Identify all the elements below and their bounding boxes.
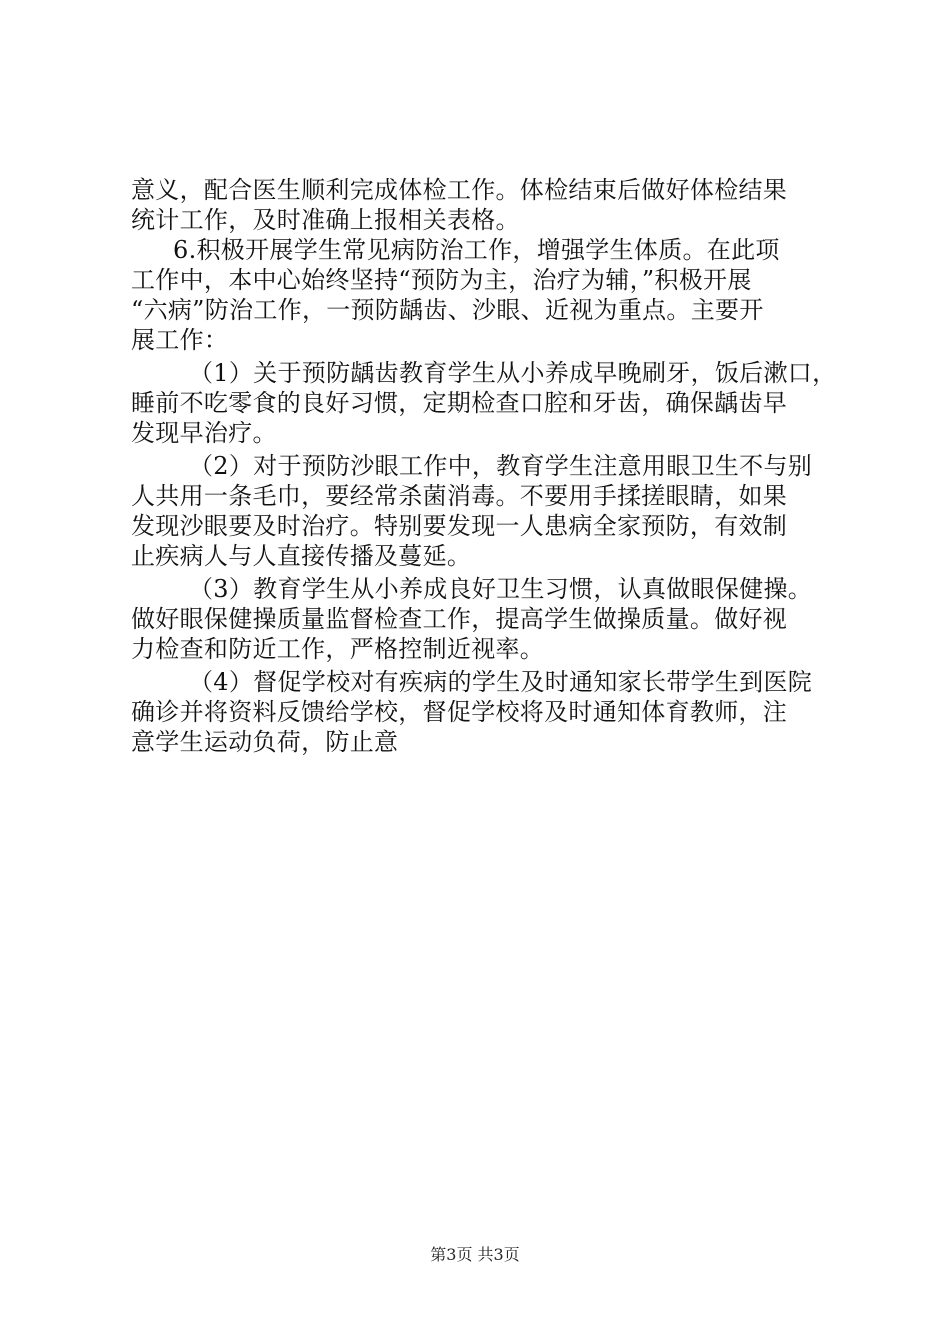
paragraph-line: 统计工作，及时准确上报相关表格。 [131, 206, 520, 234]
paragraph-line: 人共用一条毛巾，要经常杀菌消毒。不要用手揉搓眼睛，如果 [131, 482, 788, 510]
paragraph-line: 工作中，本中心始终坚持“预防为主，治疗为辅，”积极开展 [131, 266, 752, 294]
paragraph-line: 6.积极开展学生常见病防治工作，增强学生体质。在此项 [173, 236, 780, 264]
paragraph-line: 做好眼保健操质量监督检查工作，提高学生做操质量。做好视 [131, 605, 788, 633]
paragraph-line: 发现沙眼要及时治疗。特别要发现一人患病全家预防，有效制 [131, 512, 788, 540]
paragraph-line: 睡前不吃零食的良好习惯，定期检查口腔和牙齿，确保龋齿早 [131, 389, 788, 417]
paragraph-line: 展工作： [131, 326, 229, 354]
page-number-footer: 第3页 共3页 [430, 1245, 520, 1264]
paragraph-line: 力检查和防近工作，严格控制近视率。 [131, 635, 545, 663]
paragraph-line: 发现早治疗。 [131, 419, 277, 447]
paragraph-line: 止疾病人与人直接传播及蔓延。 [131, 542, 472, 570]
paragraph-line: “六病”防治工作，一预防龋齿、沙眼、近视为重点。主要开 [131, 296, 764, 324]
paragraph-line: 确诊并将资料反馈给学校，督促学校将及时通知体育教师，注 [131, 698, 788, 726]
paragraph-line: 意学生运动负荷，防止意 [131, 728, 399, 756]
paragraph-line: （2）对于预防沙眼工作中，教育学生注意用眼卫生不与别 [189, 452, 813, 480]
paragraph-line: （4）督促学校对有疾病的学生及时通知家长带学生到医院 [189, 668, 813, 696]
paragraph-line: （3）教育学生从小养成良好卫生习惯，认真做眼保健操。 [189, 575, 813, 603]
paragraph-line: （1）关于预防龋齿教育学生从小养成早晚刷牙，饭后漱口， [189, 359, 837, 387]
paragraph-line: 意义，配合医生顺利完成体检工作。体检结束后做好体检结果 [131, 176, 788, 204]
